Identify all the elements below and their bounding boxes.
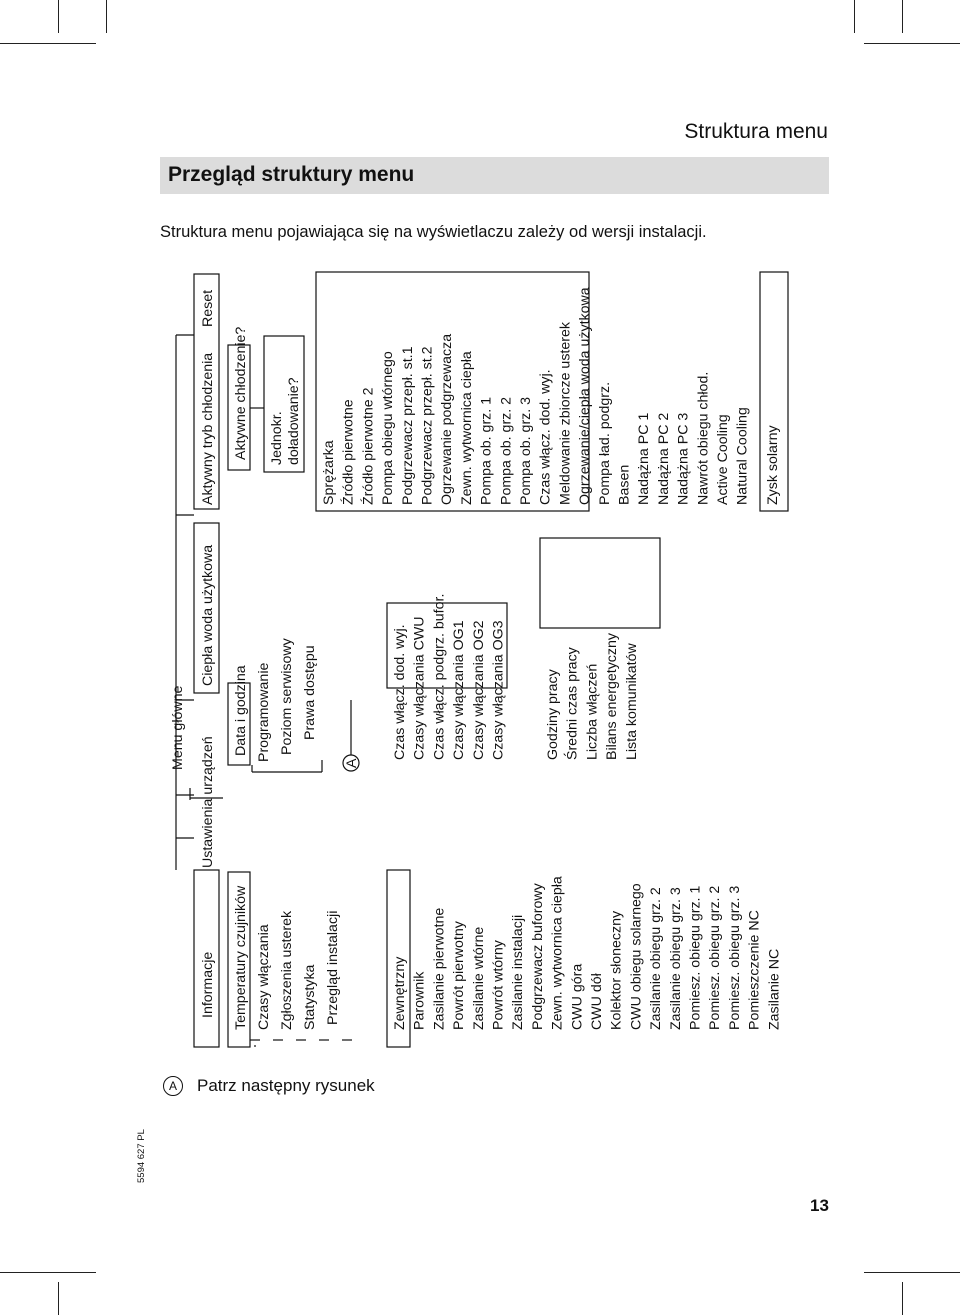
list-item-przeglad: Nadążna PC 3 [675,412,692,505]
header-title: Struktura menu [684,120,828,143]
list-item-temperatura: Zasilanie instalacji [510,914,527,1030]
marker-a-label: A [344,758,360,768]
list-item-przeglad: Ogrzewanie/ciepła woda użytkowa [577,287,594,505]
menu-label-informacje: Informacje [200,951,216,1018]
list-item-przeglad: Pompa ob. grz. 1 [478,396,495,505]
submenu-label: Statystyka [302,964,318,1030]
intro-text: Struktura menu pojawiająca się na wyświetlaczu zależy od wersji instalacji. [160,223,707,241]
submenu-label: Czasy włączania [256,924,272,1030]
list-item-temperatura: Zewn. wytwornica ciepła [549,876,566,1030]
submenu-label: Aktywne chłodzenie? [233,326,249,460]
list-item-temperatura: Zasilanie obiegu grz. 2 [648,887,665,1030]
submenu-label: Data i godzina [233,665,249,756]
document-number: 5594 627 PL [136,1129,147,1183]
list-item-temperatura: Podgrzewacz buforowy [529,883,546,1030]
list-item-temperatura: Zasilanie NC [766,948,783,1030]
list-item-temperatura: CWU dół [589,973,605,1030]
list-item-przeglad: Active Cooling [715,414,731,505]
list-item-temperatura: Zewnętrzny [392,956,408,1030]
submenu-label: Poziom serwisowy [279,638,295,755]
list-item-statystyka: Średni czas pracy [564,647,581,760]
submenu-label: Programowanie [256,662,272,762]
list-item-przeglad: Pompa obiegu wtórnego [380,351,397,505]
legend-marker: A [163,1076,183,1096]
list-item-temperatura: Zasilanie pierwotne [431,907,448,1030]
legend-text: Patrz następny rysunek [197,1076,375,1095]
menu-label-cwu: Ciepła woda użytkowa [200,544,216,686]
list-item-przeglad: Pompa ład. podgrz. [596,381,613,505]
list-item-solar: Zysk solarny [765,425,781,505]
list-item-temperatura: Pomiesz. obiegu grz. 2 [707,885,724,1030]
list-item-temperatura: Powrót pierwotny [451,921,468,1030]
list-item-przeglad: Nadążna PC 1 [636,412,653,505]
list-item-temperatura: CWU obiegu solarnego [628,883,645,1030]
list-item-przeglad: Źródło pierwotne [340,399,357,505]
list-item-statystyka: Lista komunikatów [623,643,640,760]
list-item-temperatura: Zasilanie wtórne [470,926,487,1030]
submenu-label: Temperatury czujników [233,885,249,1030]
menu-label-ustawienia: Ustawienia urządzeń [200,736,216,868]
list-item-przeglad: Meldowanie zbiorcze usterek [557,322,574,505]
list-item-przeglad: Podgrzewacz przepł. st.2 [419,346,436,505]
list-item-statystyka: Liczba włączeń [584,663,601,760]
list-item-przeglad: Nadążna PC 2 [655,412,672,505]
list-item-przeglad: Basen [616,464,633,505]
list-item-statystyka: Bilans energetyczny [604,633,621,760]
list-item-temperatura: Zasilanie obiegu grz. 3 [667,887,684,1030]
list-item-temperatura: Parownik [411,971,428,1030]
list-item-czasy: Czasy włączania OG1 [451,620,468,760]
list-item-przeglad: Nawrót obiegu chłod. [695,371,712,505]
list-item-czasy: Czasy włączania CWU [411,616,428,760]
list-item-temperatura: Pomiesz. obiegu grz. 3 [726,885,743,1030]
list-item-przeglad: Czas włącz. dod. wyj. [537,369,554,505]
section-title: Przegląd struktury menu [168,163,415,186]
list-item-przeglad: Natural Cooling [734,407,751,505]
list-item-przeglad: Pompa ob. grz. 3 [518,396,534,505]
submenu-label: doładowanie? [286,377,302,465]
list-item-temperatura: CWU góra [569,963,586,1030]
list-item-temperatura: Powrót wtórny [490,940,507,1030]
list-item-czasy: Czas włącz. podgrz. bufor. [431,593,448,760]
list-item-czasy: Czasy włączania OG3 [490,620,507,760]
list-item-temperatura: Pomieszczenie NC [746,910,763,1030]
menu-label-reset: Reset [200,289,216,327]
list-item-przeglad: Pompa ob. grz. 2 [498,396,515,505]
submenu-label: Przegląd instalacji [325,910,341,1025]
submenu-label: Prawa dostępu [302,645,318,740]
menu-label-chlodzenie: Aktywny tryb chłodzenia [200,352,216,505]
list-item-temperatura: Pomiesz. obiegu grz. 1 [687,885,704,1030]
page-number: 13 [810,1196,829,1215]
list-box-statystyka [540,538,660,628]
list-item-przeglad: Źródło pierwotne 2 [360,387,377,505]
list-item-przeglad: Ogrzewanie podgrzewacza [439,333,456,505]
list-item-przeglad: Podgrzewacz przepł. st.1 [399,346,416,505]
submenu-label: Zgłoszenia usterek [279,910,295,1030]
submenu-label: Jednokr. [269,411,285,465]
list-item-przeglad: Zewn. wytwornica ciepła [458,351,475,505]
list-item-statystyka: Godziny pracy [545,669,561,760]
legend [163,1076,375,1096]
menu-root-label: Menu główne [170,685,186,770]
list-item-czasy: Czas włącz. dod. wyj. [392,624,408,760]
list-item-przeglad: Sprężarka [321,440,337,505]
list-item-temperatura: Kolektor słoneczny [608,910,625,1030]
list-item-czasy: Czasy włączania OG2 [470,620,487,760]
